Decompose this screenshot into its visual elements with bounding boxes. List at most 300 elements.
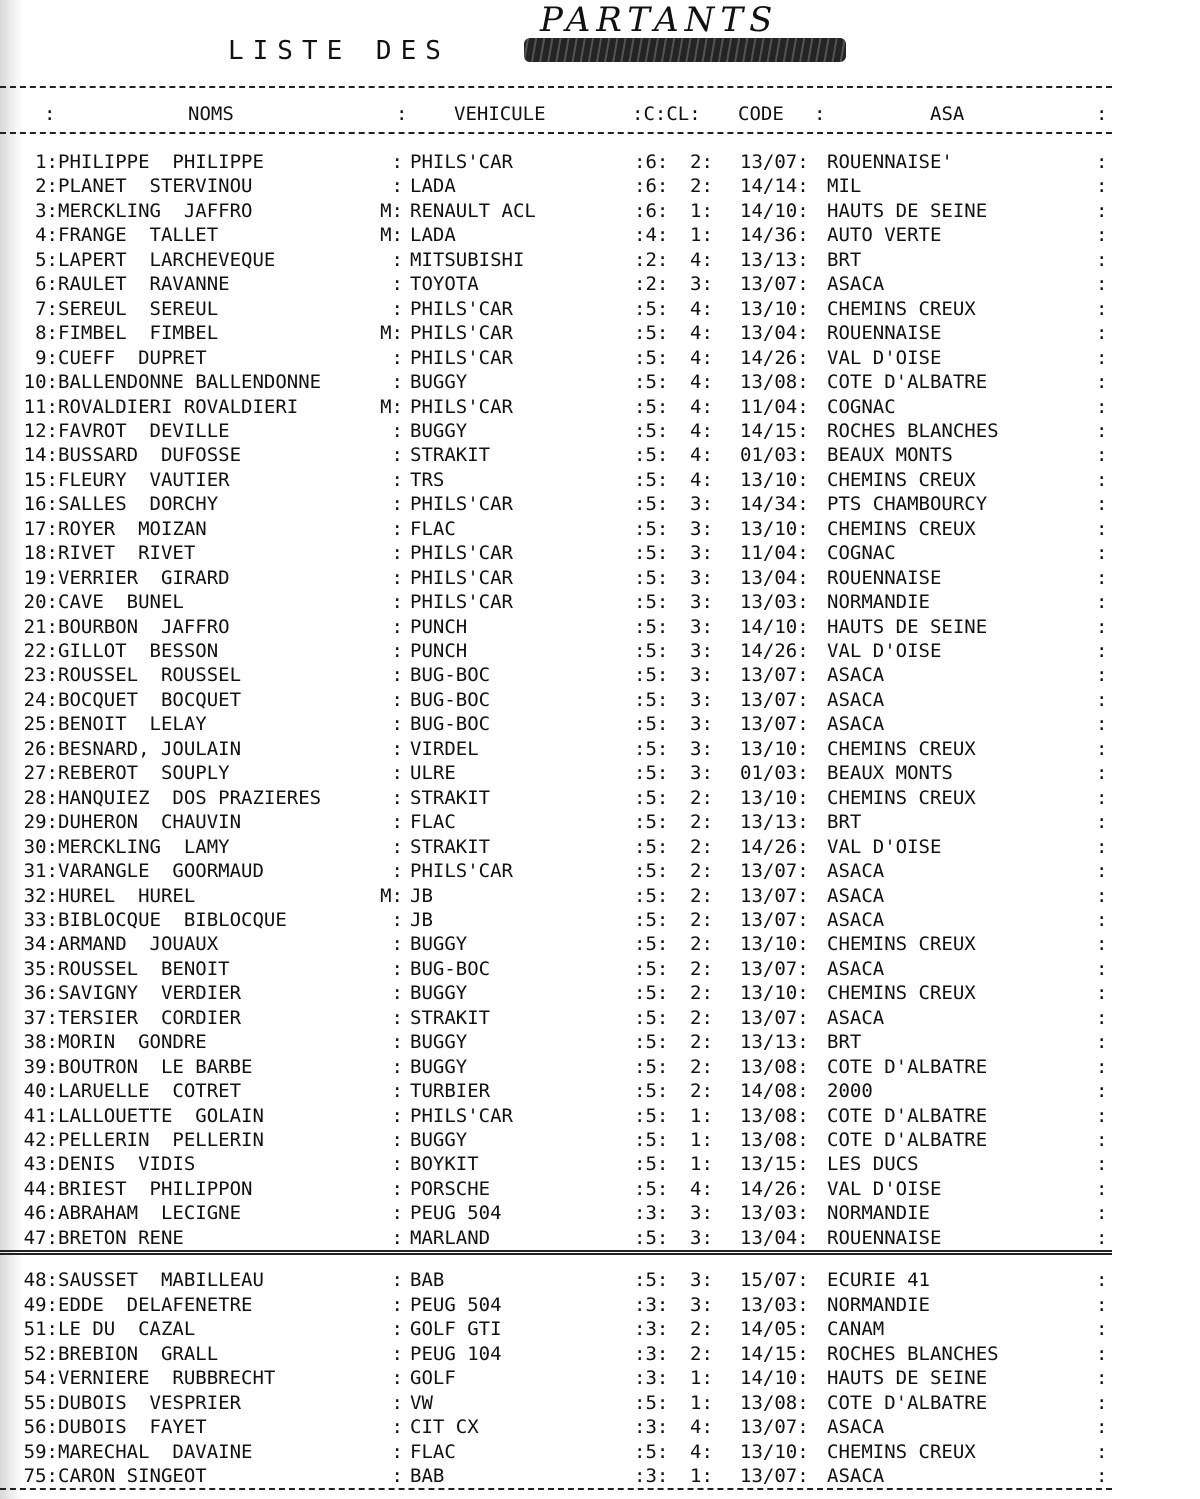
asa-name: ASACA	[827, 273, 885, 296]
asa-code: 14/26:	[740, 640, 809, 662]
class-cl: 1:	[690, 199, 713, 222]
entrant-number: 10:	[23, 371, 58, 394]
class-c: :5:	[634, 322, 669, 345]
header-separator: :	[44, 103, 56, 125]
entrant-names: DENIS VIDIS	[58, 1153, 196, 1176]
row-end-separator: :	[1096, 199, 1108, 222]
struck-out-word	[524, 38, 846, 62]
entrant-number: 48:	[23, 1269, 58, 1291]
header-separator: :	[1096, 103, 1108, 125]
class-c: :5:	[634, 1440, 669, 1463]
row-end-separator: :	[1096, 151, 1108, 173]
vehicle-name: VW	[410, 1391, 433, 1414]
table-row	[0, 199, 1120, 223]
entrant-names: RIVET RIVET	[58, 542, 196, 565]
class-cl: 3:	[690, 493, 713, 516]
asa-code: 01/03:	[740, 762, 809, 785]
vehicle-name: PEUG 504	[410, 1202, 502, 1225]
row-end-separator: :	[1096, 273, 1108, 296]
entrant-number: 43:	[23, 1153, 58, 1176]
vehicle-prefix: :	[391, 1293, 403, 1316]
table-row	[0, 1006, 1120, 1030]
entrant-names: BRETON RENE	[58, 1226, 184, 1249]
class-cl: 3:	[690, 273, 713, 296]
asa-name: PTS CHAMBOURCY	[827, 493, 988, 516]
asa-name: BRT	[827, 248, 862, 271]
vehicle-name: STRAKIT	[410, 835, 491, 858]
asa-name: 2000	[827, 1080, 873, 1103]
class-cl: 3:	[690, 1226, 713, 1249]
row-end-separator: :	[1096, 786, 1108, 809]
entrant-names: REBEROT SOUPLY	[58, 762, 230, 785]
entrant-number: 14:	[23, 444, 58, 467]
entrant-number: 11:	[23, 395, 58, 418]
entrant-number: 56:	[23, 1416, 58, 1438]
class-c: :3:	[634, 1342, 669, 1365]
table-row	[0, 1055, 1120, 1079]
class-cl: 4:	[690, 444, 713, 467]
row-end-separator: :	[1096, 1391, 1108, 1414]
entrant-names: ROYER MOIZAN	[58, 517, 207, 540]
asa-name: CHEMINS CREUX	[827, 982, 976, 1005]
table-row	[0, 810, 1120, 834]
asa-name: CANAM	[827, 1318, 885, 1340]
asa-name: CHEMINS CREUX	[827, 297, 976, 320]
asa-code: 13/10:	[740, 468, 809, 491]
entrant-number: 36:	[23, 982, 58, 1005]
class-c: :5:	[634, 1391, 669, 1414]
asa-code: 13/03:	[740, 591, 809, 614]
entrant-names: TERSIER CORDIER	[58, 1006, 242, 1029]
entrant-number: 39:	[23, 1055, 58, 1078]
class-c: :5:	[634, 1055, 669, 1078]
class-c: :3:	[634, 1416, 669, 1438]
asa-code: 14/15:	[740, 1342, 809, 1365]
entrant-number: 33:	[23, 908, 58, 931]
class-c: :6:	[634, 175, 669, 198]
class-c: :5:	[634, 468, 669, 491]
header-noms: NOMS	[188, 103, 234, 125]
class-c: :5:	[634, 908, 669, 931]
rule-section-divider	[0, 1250, 1112, 1255]
class-c: :5:	[634, 1269, 669, 1291]
asa-name: BRT	[827, 811, 862, 834]
vehicle-name: STRAKIT	[410, 444, 491, 467]
entrant-names: ARMAND JOUAUX	[58, 933, 219, 956]
class-c: :5:	[634, 419, 669, 442]
row-end-separator: :	[1096, 1342, 1108, 1365]
class-c: :5:	[634, 957, 669, 980]
entrant-names: GILLOT BESSON	[58, 640, 219, 662]
asa-name: VAL D'OISE	[827, 640, 942, 662]
row-end-separator: :	[1096, 297, 1108, 320]
table-row	[0, 663, 1120, 687]
row-end-separator: :	[1096, 175, 1108, 198]
entrant-names: RAULET RAVANNE	[58, 273, 230, 296]
entrant-names: FRANGE TALLET	[58, 224, 219, 247]
vehicle-name: TURBIER	[410, 1080, 491, 1103]
vehicle-prefix: :	[391, 1318, 403, 1340]
entrant-number: 6:	[35, 273, 58, 296]
class-cl: 4:	[690, 1440, 713, 1463]
entrant-number: 75:	[23, 1465, 58, 1487]
vehicle-name: BUGGY	[410, 933, 468, 956]
row-end-separator: :	[1096, 737, 1108, 760]
asa-name: NORMANDIE	[827, 1202, 930, 1225]
entrant-names: BRIEST PHILIPPON	[58, 1177, 253, 1200]
class-c: :5:	[634, 982, 669, 1005]
rule-bottom	[0, 1488, 1112, 1490]
class-c: :5:	[634, 737, 669, 760]
entrant-number: 5:	[35, 248, 58, 271]
row-end-separator: :	[1096, 615, 1108, 638]
asa-name: CHEMINS CREUX	[827, 1440, 976, 1463]
table-row	[0, 566, 1120, 590]
table-row	[0, 835, 1120, 859]
class-c: :5:	[634, 640, 669, 662]
asa-name: ASACA	[827, 1006, 885, 1029]
class-c: :6:	[634, 199, 669, 222]
asa-name: COGNAC	[827, 542, 896, 565]
class-cl: 2:	[690, 860, 713, 883]
entrant-number: 26:	[23, 737, 58, 760]
class-c: :5:	[634, 615, 669, 638]
vehicle-name: PHILS'CAR	[410, 1104, 513, 1127]
entrant-number: 31:	[23, 860, 58, 883]
vehicle-prefix: M:	[380, 884, 403, 907]
vehicle-name: CIT CX	[410, 1416, 479, 1438]
entrant-names: VARANGLE GOORMAUD	[58, 860, 264, 883]
vehicle-name: PHILS'CAR	[410, 542, 513, 565]
asa-name: NORMANDIE	[827, 1293, 930, 1316]
entrant-names: PELLERIN PELLERIN	[58, 1129, 264, 1151]
asa-code: 11/04:	[740, 542, 809, 565]
class-c: :5:	[634, 1226, 669, 1249]
vehicle-name: BAB	[410, 1465, 445, 1487]
row-end-separator: :	[1096, 493, 1108, 516]
table-row	[0, 957, 1120, 981]
class-cl: 1:	[690, 1367, 713, 1389]
entrant-number: 15:	[23, 468, 58, 491]
vehicle-name: BAB	[410, 1269, 445, 1291]
vehicle-prefix: :	[391, 737, 403, 760]
asa-name: CHEMINS CREUX	[827, 786, 976, 809]
vehicle-prefix: :	[391, 1465, 403, 1487]
vehicle-prefix: :	[391, 957, 403, 980]
asa-code: 14/26:	[740, 1177, 809, 1200]
asa-code: 13/08:	[740, 371, 809, 394]
entrant-names: BOUTRON LE BARBE	[58, 1055, 253, 1078]
asa-code: 13/13:	[740, 248, 809, 271]
vehicle-name: PORSCHE	[410, 1177, 491, 1200]
entrant-names: BOCQUET BOCQUET	[58, 688, 242, 711]
entrant-names: BENOIT LELAY	[58, 713, 207, 736]
vehicle-prefix: :	[391, 1391, 403, 1414]
asa-code: 13/08:	[740, 1391, 809, 1414]
vehicle-name: PHILS'CAR	[410, 151, 513, 173]
table-row	[0, 859, 1120, 883]
table-row	[0, 1201, 1120, 1225]
vehicle-name: PHILS'CAR	[410, 322, 513, 345]
header-separator: :	[814, 103, 826, 125]
vehicle-prefix: :	[391, 1202, 403, 1225]
header-vehicule: VEHICULE	[454, 103, 546, 125]
table-row	[0, 639, 1120, 663]
asa-code: 13/03:	[740, 1293, 809, 1316]
class-cl: 3:	[690, 1202, 713, 1225]
asa-code: 14/10:	[740, 1367, 809, 1389]
asa-name: ASACA	[827, 884, 885, 907]
table-row	[0, 1030, 1120, 1054]
asa-code: 13/10:	[740, 297, 809, 320]
vehicle-prefix: :	[391, 1006, 403, 1029]
entrant-number: 1:	[35, 151, 58, 173]
asa-code: 13/07:	[740, 273, 809, 296]
class-cl: 2:	[690, 175, 713, 198]
entrant-names: BOURBON JAFFRO	[58, 615, 230, 638]
asa-name: COTE D'ALBATRE	[827, 371, 988, 394]
table-row	[0, 688, 1120, 712]
row-end-separator: :	[1096, 591, 1108, 614]
rule-top	[0, 86, 1112, 88]
vehicle-name: PHILS'CAR	[410, 395, 513, 418]
entrant-names: BIBLOCQUE BIBLOCQUE	[58, 908, 287, 931]
table-row	[0, 590, 1120, 614]
vehicle-name: PHILS'CAR	[410, 591, 513, 614]
row-end-separator: :	[1096, 1153, 1108, 1176]
vehicle-name: FLAC	[410, 517, 456, 540]
class-cl: 2:	[690, 982, 713, 1005]
class-c: :5:	[634, 688, 669, 711]
class-c: :5:	[634, 884, 669, 907]
class-c: :5:	[634, 835, 669, 858]
vehicle-name: PHILS'CAR	[410, 346, 513, 369]
row-end-separator: :	[1096, 982, 1108, 1005]
class-cl: 2:	[690, 786, 713, 809]
entrant-names: CARON SINGEOT	[58, 1465, 207, 1487]
asa-name: CHEMINS CREUX	[827, 737, 976, 760]
entrant-names: LE DU CAZAL	[58, 1318, 196, 1340]
entrant-number: 16:	[23, 493, 58, 516]
vehicle-prefix: :	[391, 1129, 403, 1151]
table-row	[0, 1317, 1120, 1341]
asa-code: 13/07:	[740, 664, 809, 687]
row-end-separator: :	[1096, 371, 1108, 394]
asa-name: ASACA	[827, 664, 885, 687]
row-end-separator: :	[1096, 1129, 1108, 1151]
vehicle-name: STRAKIT	[410, 786, 491, 809]
vehicle-prefix: :	[391, 151, 403, 173]
vehicle-prefix: :	[391, 1367, 403, 1389]
entrant-names: BUSSARD DUFOSSE	[58, 444, 242, 467]
class-c: :5:	[634, 1031, 669, 1054]
entrant-number: 7:	[35, 297, 58, 320]
asa-name: ROUENNAISE	[827, 1226, 942, 1249]
entrant-number: 18:	[23, 542, 58, 565]
vehicle-prefix: :	[391, 688, 403, 711]
class-c: :5:	[634, 860, 669, 883]
entrant-names: SAUSSET MABILLEAU	[58, 1269, 264, 1291]
class-c: :5:	[634, 1104, 669, 1127]
entrant-number: 20:	[23, 591, 58, 614]
entrant-names: MERCKLING JAFFRO	[58, 199, 253, 222]
entrant-names: DUBOIS VESPRIER	[58, 1391, 242, 1414]
entrant-names: EDDE DELAFENETRE	[58, 1293, 253, 1316]
class-cl: 2:	[690, 151, 713, 173]
class-c: :5:	[634, 933, 669, 956]
row-end-separator: :	[1096, 1318, 1108, 1340]
class-cl: 3:	[690, 664, 713, 687]
asa-name: ASACA	[827, 1416, 885, 1438]
asa-code: 14/26:	[740, 346, 809, 369]
asa-name: ROUENNAISE	[827, 566, 942, 589]
vehicle-prefix: :	[391, 933, 403, 956]
class-cl: 2:	[690, 811, 713, 834]
vehicle-prefix: :	[391, 713, 403, 736]
row-end-separator: :	[1096, 884, 1108, 907]
vehicle-prefix: :	[391, 1104, 403, 1127]
entrant-names: VERRIER GIRARD	[58, 566, 230, 589]
asa-name: HAUTS DE SEINE	[827, 199, 988, 222]
table-row	[0, 761, 1120, 785]
table-row	[0, 321, 1120, 345]
vehicle-prefix: :	[391, 346, 403, 369]
asa-code: 13/07:	[740, 884, 809, 907]
asa-name: BEAUX MONTS	[827, 762, 953, 785]
vehicle-name: BUGGY	[410, 1031, 468, 1054]
asa-code: 14/26:	[740, 835, 809, 858]
row-end-separator: :	[1096, 713, 1108, 736]
vehicle-prefix: :	[391, 591, 403, 614]
entrant-names: DUBOIS FAYET	[58, 1416, 207, 1438]
class-c: :6:	[634, 151, 669, 173]
class-c: :4:	[634, 224, 669, 247]
class-cl: 2:	[690, 1342, 713, 1365]
class-cl: 4:	[690, 346, 713, 369]
row-end-separator: :	[1096, 1055, 1108, 1078]
title-typed: LISTE DES	[228, 36, 450, 66]
entrant-number: 54:	[23, 1367, 58, 1389]
asa-name: ROUENNAISE	[827, 322, 942, 345]
title-handwritten: PARTANTS	[540, 0, 779, 40]
vehicle-prefix: :	[391, 1440, 403, 1463]
class-cl: 2:	[690, 1006, 713, 1029]
table-row	[0, 174, 1120, 198]
class-c: :5:	[634, 493, 669, 516]
asa-name: ROCHES BLANCHES	[827, 419, 999, 442]
class-c: :5:	[634, 542, 669, 565]
entrant-number: 27:	[23, 762, 58, 785]
entrant-names: SALLES DORCHY	[58, 493, 219, 516]
table-row	[0, 786, 1120, 810]
vehicle-prefix: :	[391, 444, 403, 467]
asa-name: LES DUCS	[827, 1153, 919, 1176]
header-c-cl: :C:CL:	[632, 103, 701, 125]
class-cl: 3:	[690, 762, 713, 785]
header-code: CODE	[738, 103, 784, 125]
class-c: :5:	[634, 811, 669, 834]
row-end-separator: :	[1096, 1465, 1108, 1487]
entrant-number: 46:	[23, 1202, 58, 1225]
vehicle-name: JB	[410, 908, 433, 931]
table-row	[0, 712, 1120, 736]
entrant-names: FIMBEL FIMBEL	[58, 322, 219, 345]
row-end-separator: :	[1096, 1031, 1108, 1054]
asa-name: VAL D'OISE	[827, 835, 942, 858]
vehicle-name: ULRE	[410, 762, 456, 785]
vehicle-name: PHILS'CAR	[410, 297, 513, 320]
asa-name: VAL D'OISE	[827, 346, 942, 369]
table-row	[0, 1268, 1120, 1292]
asa-name: ECURIE 41	[827, 1269, 930, 1291]
vehicle-prefix: M:	[380, 322, 403, 345]
row-end-separator: :	[1096, 1367, 1108, 1389]
entrant-number: 51:	[23, 1318, 58, 1340]
table-row	[0, 1293, 1120, 1317]
entrant-number: 12:	[23, 419, 58, 442]
row-end-separator: :	[1096, 322, 1108, 345]
entrant-names: CAVE BUNEL	[58, 591, 184, 614]
asa-code: 14/10:	[740, 615, 809, 638]
table-row	[0, 1440, 1120, 1464]
asa-code: 13/07:	[740, 1006, 809, 1029]
entrant-number: 8:	[35, 322, 58, 345]
table-row	[0, 517, 1120, 541]
class-cl: 2:	[690, 1055, 713, 1078]
row-end-separator: :	[1096, 1177, 1108, 1200]
vehicle-name: PHILS'CAR	[410, 566, 513, 589]
entrant-names: LAPERT LARCHEVEQUE	[58, 248, 276, 271]
class-c: :5:	[634, 566, 669, 589]
class-c: :5:	[634, 444, 669, 467]
class-cl: 3:	[690, 591, 713, 614]
asa-code: 13/10:	[740, 737, 809, 760]
vehicle-prefix: :	[391, 640, 403, 662]
table-row	[0, 1152, 1120, 1176]
table-row	[0, 1391, 1120, 1415]
asa-code: 13/10:	[740, 982, 809, 1005]
entrant-names: MERCKLING LAMY	[58, 835, 230, 858]
asa-code: 13/07:	[740, 1416, 809, 1438]
class-cl: 1:	[690, 1104, 713, 1127]
entrant-names: VERNIERE RUBBRECHT	[58, 1367, 276, 1389]
asa-name: CHEMINS CREUX	[827, 468, 976, 491]
vehicle-name: STRAKIT	[410, 1006, 491, 1029]
class-c: :5:	[634, 1129, 669, 1151]
entrant-names: BESNARD, JOULAIN	[58, 737, 242, 760]
table-row	[0, 297, 1120, 321]
vehicle-name: PEUG 504	[410, 1293, 502, 1316]
table-row	[0, 615, 1120, 639]
row-end-separator: :	[1096, 1440, 1108, 1463]
row-end-separator: :	[1096, 860, 1108, 883]
row-end-separator: :	[1096, 444, 1108, 467]
entrant-names: FLEURY VAUTIER	[58, 468, 230, 491]
class-c: :3:	[634, 1465, 669, 1487]
asa-name: ASACA	[827, 957, 885, 980]
asa-name: ASACA	[827, 860, 885, 883]
asa-code: 13/10:	[740, 786, 809, 809]
vehicle-name: PHILS'CAR	[410, 860, 513, 883]
class-cl: 1:	[690, 224, 713, 247]
vehicle-name: TRS	[410, 468, 445, 491]
class-c: :5:	[634, 517, 669, 540]
entrant-number: 40:	[23, 1080, 58, 1103]
table-row	[0, 1366, 1120, 1390]
vehicle-prefix: :	[391, 615, 403, 638]
table-row	[0, 395, 1120, 419]
asa-code: 14/15:	[740, 419, 809, 442]
